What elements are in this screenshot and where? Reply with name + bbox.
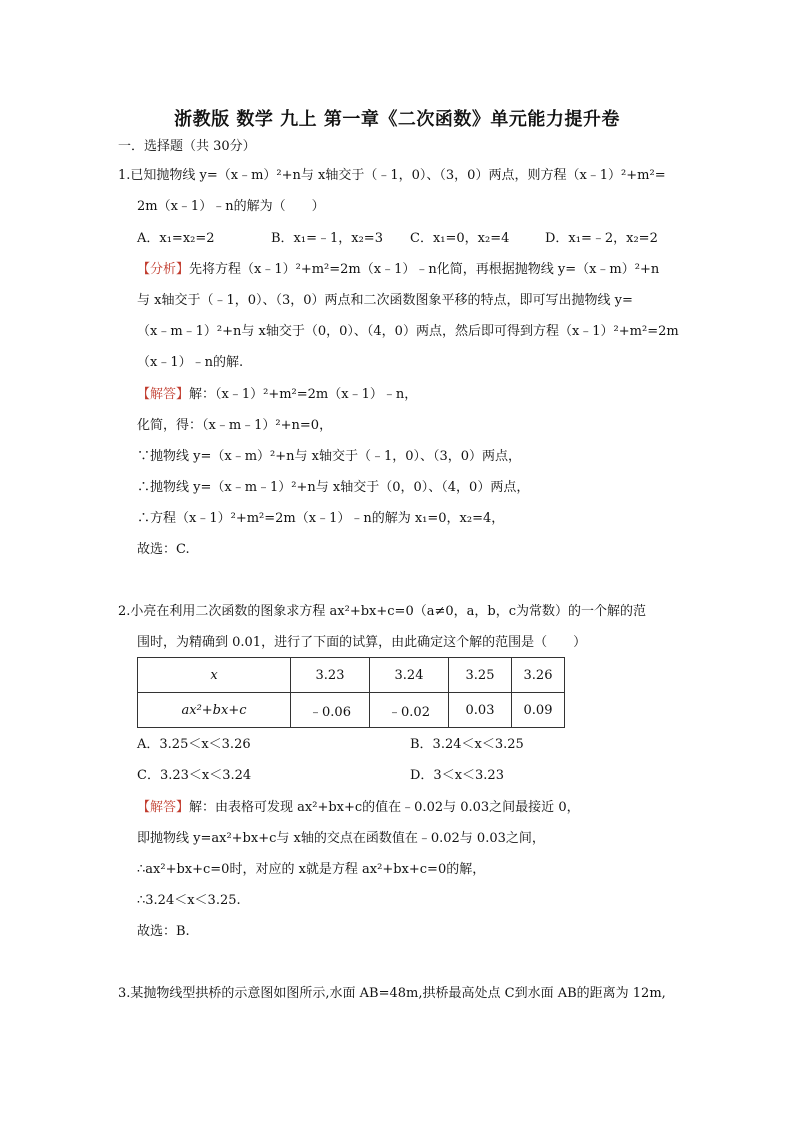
q2-trial-table <box>137 657 565 728</box>
q1-analysis-line4: （x﹣1）﹣n的解. <box>137 355 244 370</box>
q1-answer-line3: ∵抛物线 y=（x﹣m）²+n与 x轴交于（﹣1，0）、（3，0）两点， <box>137 449 522 464</box>
q1-answer-label: 【解答】 <box>137 387 190 402</box>
q1-analysis-line1: 【分析】先将方程（x﹣1）²+m²=2m（x﹣1）﹣n化简，再根据抛物线 y=（x﹣m）²+n <box>137 262 660 277</box>
table-row <box>138 658 565 693</box>
q2-option-d: D．3＜x＜3.23 <box>410 768 504 783</box>
q2-answer-line4: ∴3.24＜x＜3.25. <box>137 893 241 908</box>
section-heading: 一．选择题（共 30分） <box>118 139 256 154</box>
table-cell: 0.03 <box>449 693 512 728</box>
q1-stem-line1: 1.已知抛物线 y=（x﹣m）²+n与 x轴交于（﹣1，0）、（3，0）两点，则方程（x﹣1）²+m²= <box>118 168 666 183</box>
q1-answer-line1: 【解答】解：（x﹣1）²+m²=2m（x﹣1）﹣n， <box>137 387 418 402</box>
table-cell: ﹣0.02 <box>370 693 449 728</box>
q2-answer-line2: 即抛物线 y=ax²+bx+c与 x轴的交点在函数值在﹣0.02与 0.03之间， <box>137 831 545 846</box>
q2-answer-label: 【解答】 <box>137 800 190 815</box>
q3-stem-line1: 3.某抛物线型拱桥的示意图如图所示,水面 AB=48m,拱桥最高处点 C到水面 AB的距离为 12m, <box>118 986 666 1001</box>
table-cell: ax²+bx+c <box>138 693 291 728</box>
document-title: 浙教版 数学 九上 第一章《二次函数》单元能力提升卷 <box>174 109 620 130</box>
table-cell: x <box>138 658 291 693</box>
table-cell: ﹣0.06 <box>291 693 370 728</box>
table-cell: 0.09 <box>512 693 565 728</box>
q1-analysis-label: 【分析】 <box>137 262 190 277</box>
q1-analysis-line3: （x﹣m﹣1）²+n与 x轴交于（0，0）、（4，0）两点，然后即可得到方程（x﹣1）²+m²=2m <box>137 324 679 339</box>
q1-answer-line2: 化简，得：（x﹣m﹣1）²+n=0， <box>137 418 333 433</box>
q1-option-a: A．x₁=x₂=2 <box>137 231 215 246</box>
q2-answer-line3: ∴ax²+bx+c=0时，对应的 x就是方程 ax²+bx+c=0的解， <box>137 862 486 877</box>
table-cell: 3.23 <box>291 658 370 693</box>
q2-option-c: C．3.23＜x＜3.24 <box>137 768 252 783</box>
q1-stem-line2: 2m（x﹣1）﹣n的解为（ ） <box>137 199 325 214</box>
q2-stem-line2: 围时，为精确到 0.01，进行了下面的试算，由此确定这个解的范围是（ ） <box>137 635 587 650</box>
q1-answer-line6: 故选：C. <box>137 542 190 557</box>
q1-option-d: D．x₁=﹣2，x₂=2 <box>545 231 658 246</box>
q1-answer-line4: ∴抛物线 y=（x﹣m﹣1）²+n与 x轴交于（0，0）、（4，0）两点， <box>137 480 530 495</box>
table-cell: 3.24 <box>370 658 449 693</box>
q1-analysis-line2: 与 x轴交于（﹣1，0）、（3，0）两点和二次函数图象平移的特点，即可写出抛物线 y= <box>137 293 633 308</box>
q2-answer-line5: 故选：B. <box>137 924 190 939</box>
q2-option-a: A．3.25＜x＜3.26 <box>137 737 251 752</box>
q1-answer-line5: ∴方程（x﹣1）²+m²=2m（x﹣1）﹣n的解为 x₁=0，x₂=4， <box>137 511 505 526</box>
q1-option-c: C．x₁=0，x₂=4 <box>410 231 510 246</box>
table-cell: 3.26 <box>512 658 565 693</box>
q1-option-b: B．x₁=﹣1，x₂=3 <box>271 231 383 246</box>
table-row <box>138 693 565 728</box>
q2-answer-line1: 【解答】解：由表格可发现 ax²+bx+c的值在﹣0.02与 0.03之间最接近 0， <box>137 800 580 815</box>
table-cell: 3.25 <box>449 658 512 693</box>
q2-option-b: B．3.24＜x＜3.25 <box>410 737 524 752</box>
q2-stem-line1: 2.小亮在利用二次函数的图象求方程 ax²+bx+c=0（a≠0，a，b，c为常数）的一个解的范 <box>118 604 646 619</box>
